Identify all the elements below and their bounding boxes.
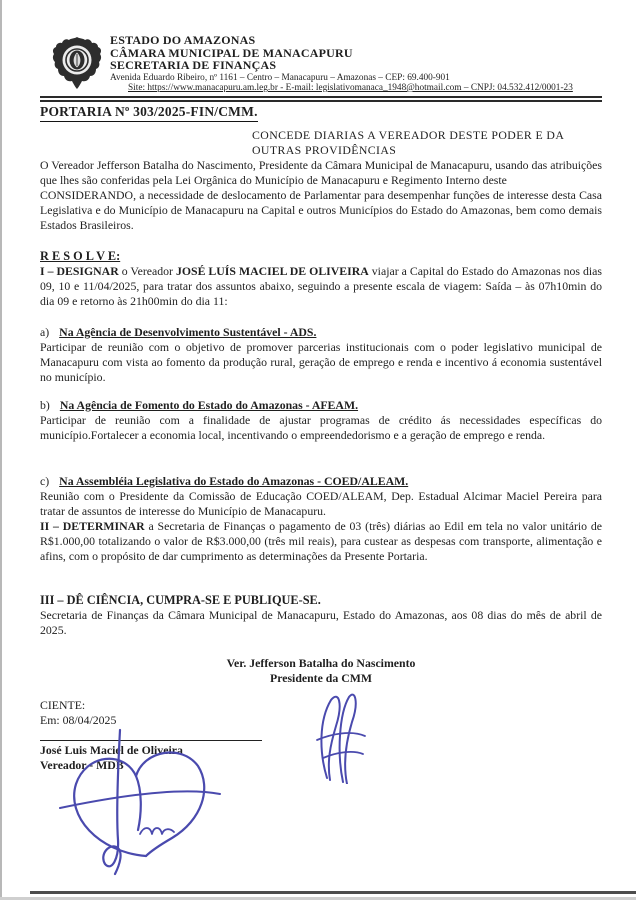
page-bottom-border: [30, 891, 636, 894]
letterhead: [40, 34, 602, 94]
councilman-signature-line: [40, 740, 262, 741]
sub-item-c-heading: c) Na Assembléia Legislativa do Estado do Amazonas - COED/ALEAM.: [40, 473, 409, 488]
resolve-heading: R E S O L V E:: [40, 248, 121, 263]
item-II-paragraph: II – DETERMINAR a Secretaria de Finanças o pagamento de 03 (três) diárias ao Edil em tela no valor unitário de R$1.000,00 totalizando o valor de R$3.000,00 (três mil reais), para custear as despesas com transporte, alimentação e afins, com o propósito de dar cumprimento as determinações da Presente Portaria.: [40, 518, 603, 563]
org-name-secretariat: SECRETARIA DE FINANÇAS: [110, 58, 277, 72]
considerando-paragraph: CONSIDERANDO, a necessidade de deslocamento de Parlamentar para desempenhar funções de interesse desta Casa Legislativa e do Município de Manacapuru na Capital e outros Municípios do Estado do Amazonas, bem como demais Estados Brasileiros.: [40, 187, 602, 232]
org-name-state: ESTADO DO AMAZONAS: [110, 33, 256, 47]
ciente-block: [40, 698, 602, 728]
subject-caption: CONCEDE DIARIAS A VEREADOR DESTE PODER E DA OUTRAS PROVIDÊNCIAS: [252, 127, 564, 157]
ciente-date: Em: 08/04/2025: [40, 712, 117, 727]
doc-number-title: PORTARIA Nº 303/2025-FIN/CMM.: [40, 104, 258, 122]
sub-item-a-heading: a) Na Agência de Desenvolvimento Sustentável - ADS.: [40, 324, 317, 339]
sub-item-b-heading: b) Na Agência de Fomento do Estado do Amazonas - AFEAM.: [40, 397, 359, 412]
contact-line: Site: https://www.manacapuru.am.leg.br - E-mail: legislativomanaca_1948@hotmail.com – CNPJ: 04.532.412/0001-23: [128, 83, 573, 93]
ciente-label: CIENTE:: [40, 697, 86, 712]
sub-item-c-text: Reunião com o Presidente da Comissão de Educação COED/ALEAM, Dep. Estadual Alcimar Maciel Pereira para tratar de assuntos de interesse do Município de Manacapuru.: [40, 488, 602, 518]
councilman-title: Vereador - MDB: [40, 757, 124, 772]
item-I-paragraph: I – DESIGNAR o Vereador JOSÉ LUÍS MACIEL DE OLIVEIRA viajar a Capital do Estado do Amazonas nos dias 09, 10 e 11/04/2025, para tratar dos assuntos abaixo, seguindo a presente escala de viagem: Saída – às 07h10min do dia 09 e retorno às 21h00min do dia 11:: [40, 263, 603, 308]
scan-edge: [0, 0, 2, 900]
address-line: Avenida Eduardo Ribeiro, nº 1161 – Centro – Manacapuru – Amazonas – CEP: 69.400-901: [110, 72, 450, 83]
president-signature-block: [40, 656, 602, 686]
councilman-name: José Luis Maciel de Oliveira: [40, 742, 183, 757]
sub-item-a-text: Participar de reunião com o objetivo de promover parcerias institucionais com o poder legislativo municipal de Manacapuru com vista ao fomento da produção rural, geração de emprego e renda e incentivo á economia sustentável no município.: [40, 339, 602, 384]
closing-paragraph: Secretaria de Finanças da Câmara Municipal de Manacapuru, Estado do Amazonas, aos 08 dias do mês de abril de 2025.: [40, 607, 602, 637]
preamble-paragraph: O Vereador Jefferson Batalha do Nascimento, Presidente da Câmara Municipal de Manacapuru, usando das atribuições que lhes são conferidas pela Lei Orgânica do Município de Manacapuru e Regimento Interno deste: [40, 157, 602, 187]
president-title: Presidente da CMM: [269, 670, 372, 685]
sub-item-b-text: Participar de reunião com a finalidade de ajustar programas de crédito ás necessidades específicas do município.Fortalecer a economia local, incentivando o empreendedorismo e a geração de emprego e renda.: [40, 412, 602, 442]
item-III-heading: III – DÊ CIÊNCIA, CUMPRA-SE E PUBLIQUE-SE.: [40, 592, 321, 607]
president-name: Ver. Jefferson Batalha do Nascimento: [226, 655, 416, 670]
municipal-crest-logo: [52, 36, 102, 90]
org-name-chamber: CÂMARA MUNICIPAL DE MANACAPURU: [110, 45, 353, 60]
